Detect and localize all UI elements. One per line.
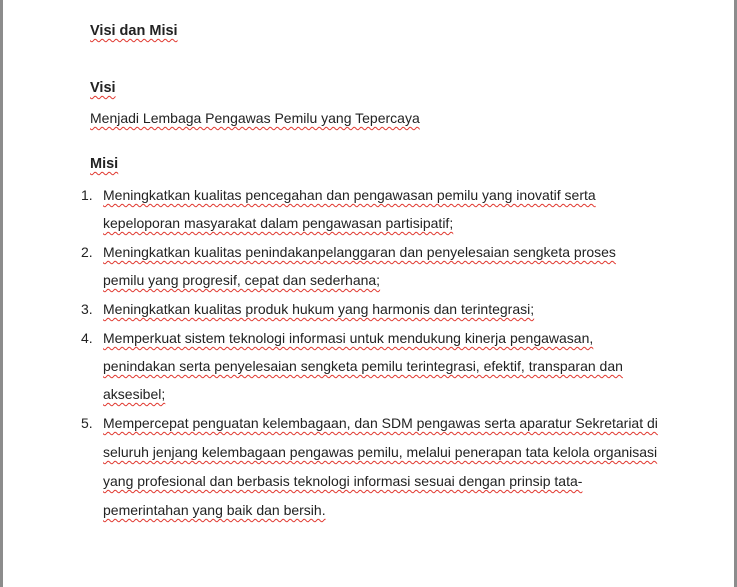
misi-item-line: Memperkuat sistem teknologi informasi untuk mendukung kinerja pengawasan,	[103, 330, 594, 346]
misi-item-line: pemilu yang progresif, cepat dan sederhana;	[103, 272, 381, 288]
misi-item-number: 3.	[81, 301, 93, 317]
document-title: Visi dan Misi	[90, 23, 178, 39]
misi-item-number: 1.	[81, 187, 93, 203]
misi-item-line: seluruh jenjang kelembagaan pengawas pemilu, melalui penerapan tata kelola organisasi	[103, 444, 658, 460]
misi-item-line: Meningkatkan kualitas penindakanpelanggaran dan penyelesaian sengketa proses	[103, 244, 616, 260]
misi-item-line: pemerintahan yang baik dan bersih.	[103, 502, 326, 518]
misi-item-number: 5.	[81, 415, 93, 431]
document-page[interactable]	[3, 0, 734, 587]
visi-text: Menjadi Lembaga Pengawas Pemilu yang Tepercaya	[90, 110, 420, 126]
misi-item-line: Meningkatkan kualitas pencegahan dan pengawasan pemilu yang inovatif serta	[103, 187, 596, 203]
misi-heading: Misi	[90, 156, 119, 172]
misi-item-line: Mempercepat penguatan kelembagaan, dan SDM pengawas serta aparatur Sekretariat di	[103, 415, 658, 431]
misi-item-line: aksesibel;	[103, 386, 166, 402]
misi-item-line: Meningkatkan kualitas produk hukum yang harmonis dan terintegrasi;	[103, 301, 535, 317]
misi-item-line: yang profesional dan berbasis teknologi informasi sesuai dengan prinsip tata-	[103, 473, 583, 489]
misi-item-line: penindakan serta penyelesaian sengketa pemilu terintegrasi, efektif, transparan dan	[103, 358, 623, 374]
misi-item-line: kepeloporan masyarakat dalam pengawasan partisipatif;	[103, 215, 454, 231]
misi-item-number: 2.	[81, 244, 93, 260]
misi-item-number: 4.	[81, 330, 93, 346]
visi-heading: Visi	[90, 80, 116, 96]
